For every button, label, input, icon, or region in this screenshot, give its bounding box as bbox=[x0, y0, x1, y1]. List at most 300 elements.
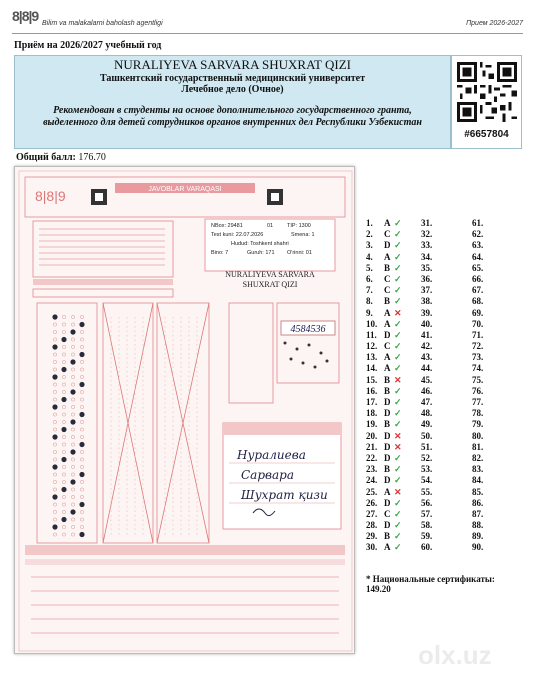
bubble bbox=[79, 502, 84, 507]
answer-row bbox=[472, 285, 527, 296]
bubble bbox=[71, 353, 74, 356]
answer-letter: B bbox=[384, 296, 391, 307]
answers-col-2 bbox=[421, 218, 476, 554]
bubble bbox=[62, 390, 65, 393]
bubble bbox=[71, 338, 74, 341]
answer-letter: C bbox=[384, 341, 391, 352]
answer-row bbox=[421, 475, 476, 486]
bubble bbox=[70, 509, 75, 514]
answer-number: 8. bbox=[366, 296, 373, 307]
answer-number: 24. bbox=[366, 475, 378, 486]
answer-row bbox=[472, 375, 527, 386]
answer-number: 49. bbox=[421, 419, 433, 430]
answer-number: 21. bbox=[366, 441, 378, 452]
bubble bbox=[70, 359, 75, 364]
agency-logo: 8|8|9 bbox=[12, 8, 39, 24]
answer-row bbox=[421, 520, 476, 531]
bubble bbox=[53, 353, 56, 356]
bubble bbox=[53, 338, 56, 341]
answer-number: 37. bbox=[421, 285, 433, 296]
check-icon: ✓ bbox=[394, 464, 402, 475]
answer-row bbox=[366, 531, 421, 542]
bubble bbox=[61, 427, 66, 432]
answer-number: 2. bbox=[366, 229, 373, 240]
bubble bbox=[53, 390, 56, 393]
bubble bbox=[71, 405, 74, 408]
bubble bbox=[71, 413, 74, 416]
answer-row bbox=[472, 498, 527, 509]
bubble bbox=[62, 450, 65, 453]
bubble bbox=[62, 375, 65, 378]
answer-number: 36. bbox=[421, 273, 433, 284]
bubble bbox=[61, 457, 66, 462]
answer-number: 23. bbox=[366, 464, 378, 475]
answer-row bbox=[472, 308, 527, 319]
answer-row bbox=[421, 363, 476, 374]
bubble bbox=[52, 464, 57, 469]
bubble bbox=[80, 398, 83, 401]
answer-number: 50. bbox=[421, 430, 433, 441]
bubble bbox=[62, 525, 65, 528]
answer-number: 41. bbox=[421, 329, 433, 340]
answer-number: 33. bbox=[421, 240, 433, 251]
admission-banner bbox=[14, 55, 451, 149]
bubble bbox=[53, 360, 56, 363]
recommendation-text: Рекомендован в студенты на основе дополнительного государственного гранта, выделенного для детей сотрудников органов внутренних дел Республики Узбекистан bbox=[43, 105, 422, 128]
check-icon: ✓ bbox=[394, 240, 402, 251]
student-name: NURALIYEVA SARVARA SHUXRAT QIZI bbox=[114, 57, 351, 72]
answer-number: 75. bbox=[472, 374, 484, 385]
bubble bbox=[79, 412, 84, 417]
bubble bbox=[61, 367, 66, 372]
bubble bbox=[62, 473, 65, 476]
answer-number: 77. bbox=[472, 397, 484, 407]
answer-sheet-image bbox=[14, 166, 355, 654]
answer-row bbox=[472, 218, 527, 229]
answer-row bbox=[366, 408, 421, 419]
answer-number: 69. bbox=[472, 307, 484, 318]
answer-number: 86. bbox=[472, 497, 484, 508]
filled-bubbles bbox=[52, 314, 84, 537]
bubble bbox=[52, 434, 57, 439]
check-icon: ✓ bbox=[394, 508, 402, 519]
answer-row bbox=[472, 341, 527, 352]
answer-row bbox=[472, 408, 527, 419]
sheet-bino: Bino: 7 bbox=[211, 250, 229, 256]
answer-number: 18. bbox=[366, 408, 378, 419]
answer-number: 1. bbox=[366, 218, 373, 228]
answer-row bbox=[366, 218, 421, 229]
answer-row bbox=[366, 319, 421, 330]
answer-number: 28. bbox=[366, 520, 378, 531]
answer-row bbox=[472, 229, 527, 240]
answer-number: 14. bbox=[366, 363, 378, 374]
answer-number: 40. bbox=[421, 318, 433, 329]
answer-letter: A bbox=[384, 251, 391, 262]
answer-row bbox=[366, 296, 421, 307]
signature-line-2: Сарвара bbox=[241, 468, 294, 482]
answer-row bbox=[421, 229, 476, 240]
answer-row bbox=[366, 252, 421, 263]
bubble bbox=[71, 368, 74, 371]
answer-row bbox=[421, 509, 476, 520]
answer-number: 20. bbox=[366, 430, 378, 441]
national-certificates bbox=[366, 574, 495, 595]
answer-number: 32. bbox=[421, 229, 433, 240]
check-icon: ✓ bbox=[394, 262, 402, 273]
answer-row bbox=[472, 542, 527, 553]
answer-letter: D bbox=[384, 430, 391, 441]
bubble bbox=[52, 344, 57, 349]
bubble bbox=[71, 465, 74, 468]
answer-row bbox=[366, 375, 421, 386]
answer-row bbox=[421, 397, 476, 408]
bubble bbox=[61, 487, 66, 492]
bubble bbox=[80, 368, 83, 371]
answer-row bbox=[421, 352, 476, 363]
check-icon: ✓ bbox=[394, 542, 402, 553]
sheet-smena: Smena: 1 bbox=[291, 232, 315, 238]
answer-number: 78. bbox=[472, 408, 484, 419]
answer-number: 73. bbox=[472, 352, 484, 363]
answer-row bbox=[366, 285, 421, 296]
answer-number: 38. bbox=[421, 296, 433, 307]
bubble bbox=[53, 458, 56, 461]
answer-number: 5. bbox=[366, 262, 373, 273]
answer-row bbox=[421, 218, 476, 229]
answer-row bbox=[421, 386, 476, 397]
answer-letter: B bbox=[384, 385, 391, 396]
bubble bbox=[53, 533, 56, 536]
bubble bbox=[71, 315, 74, 318]
answer-row bbox=[366, 498, 421, 509]
answer-number: 44. bbox=[421, 363, 433, 374]
answer-row bbox=[472, 475, 527, 486]
bubble bbox=[80, 450, 83, 453]
answer-number: 26. bbox=[366, 497, 378, 508]
bubble bbox=[53, 480, 56, 483]
bubble bbox=[53, 510, 56, 513]
bubble bbox=[53, 420, 56, 423]
answer-number: 83. bbox=[472, 464, 484, 475]
answer-number: 31. bbox=[421, 218, 433, 228]
bubble bbox=[71, 345, 74, 348]
answer-letter: B bbox=[384, 262, 391, 273]
check-icon: ✓ bbox=[394, 229, 402, 240]
bubble bbox=[53, 398, 56, 401]
answer-row bbox=[366, 475, 421, 486]
check-icon: ✓ bbox=[394, 341, 402, 352]
bubble bbox=[70, 449, 75, 454]
answer-number: 52. bbox=[421, 452, 433, 463]
answer-row bbox=[421, 274, 476, 285]
bubble bbox=[80, 435, 83, 438]
check-icon: ✓ bbox=[394, 318, 402, 329]
answer-row bbox=[421, 375, 476, 386]
answer-row bbox=[366, 542, 421, 553]
bubble bbox=[53, 368, 56, 371]
answer-number: 27. bbox=[366, 508, 378, 519]
answer-row bbox=[472, 464, 527, 475]
bubble bbox=[80, 518, 83, 521]
bubble bbox=[80, 420, 83, 423]
answer-number: 57. bbox=[421, 508, 433, 519]
answer-number: 81. bbox=[472, 441, 484, 452]
top-bar bbox=[12, 6, 523, 34]
answer-row bbox=[472, 363, 527, 374]
sheet-hudud: Hudud: Toshkent shahri bbox=[231, 241, 289, 247]
answer-number: 45. bbox=[421, 374, 433, 385]
answer-letter: D bbox=[384, 329, 391, 340]
answer-row bbox=[366, 397, 421, 408]
answer-number: 29. bbox=[366, 531, 378, 542]
answer-row bbox=[421, 341, 476, 352]
signature-line-1: Нуралиева bbox=[237, 448, 306, 462]
answer-row bbox=[472, 520, 527, 531]
answer-number: 43. bbox=[421, 352, 433, 363]
bubble bbox=[80, 390, 83, 393]
answer-row bbox=[472, 419, 527, 430]
answer-row bbox=[472, 252, 527, 263]
top-label: Прием 2026-2027 bbox=[466, 20, 523, 27]
bubble bbox=[62, 480, 65, 483]
answer-row bbox=[366, 509, 421, 520]
bubble bbox=[80, 480, 83, 483]
answer-row bbox=[421, 487, 476, 498]
bubble bbox=[71, 473, 74, 476]
answer-number: 76. bbox=[472, 385, 484, 396]
answer-number: 12. bbox=[366, 341, 378, 352]
signature-line-3: Шухрат қизи bbox=[241, 488, 328, 502]
answer-row bbox=[366, 419, 421, 430]
bubble bbox=[62, 465, 65, 468]
answer-row bbox=[421, 442, 476, 453]
answer-row bbox=[472, 431, 527, 442]
answer-number: 60. bbox=[421, 542, 433, 553]
answer-row bbox=[472, 509, 527, 520]
answer-number: 53. bbox=[421, 464, 433, 475]
answer-row bbox=[421, 542, 476, 553]
answer-row bbox=[472, 296, 527, 307]
bubble bbox=[53, 443, 56, 446]
answer-row bbox=[421, 431, 476, 442]
bubble bbox=[71, 533, 74, 536]
answer-number: 64. bbox=[472, 251, 484, 262]
answer-letter: A bbox=[384, 307, 391, 318]
bubble bbox=[61, 337, 66, 342]
bubble bbox=[79, 532, 84, 537]
answer-number: 34. bbox=[421, 251, 433, 262]
bubble bbox=[53, 330, 56, 333]
answer-row bbox=[472, 487, 527, 498]
bubble bbox=[80, 458, 83, 461]
answer-number: 35. bbox=[421, 262, 433, 273]
check-icon: ✓ bbox=[394, 520, 402, 531]
answer-letter: C bbox=[384, 508, 391, 519]
bubble bbox=[62, 510, 65, 513]
sheet-logo: 8|8|9 bbox=[35, 188, 66, 204]
sheet-test-date: Test kuni: 22.07.2026 bbox=[211, 232, 264, 238]
answer-number: 88. bbox=[472, 520, 484, 531]
answers-col-1 bbox=[366, 218, 421, 554]
bubble bbox=[71, 428, 74, 431]
answer-letter: D bbox=[384, 408, 391, 419]
bubble bbox=[52, 314, 57, 319]
answer-row bbox=[366, 240, 421, 251]
bubble bbox=[71, 458, 74, 461]
bubble bbox=[62, 443, 65, 446]
bubble bbox=[71, 525, 74, 528]
answer-letter: A bbox=[384, 363, 391, 374]
bubble bbox=[70, 419, 75, 424]
bubble bbox=[80, 510, 83, 513]
answer-number: 13. bbox=[366, 352, 378, 363]
answer-number: 19. bbox=[366, 419, 378, 430]
sheet-student-name-2: SHUXRAT QIZI bbox=[242, 280, 298, 289]
sheet-nbox-n: 01 bbox=[267, 223, 274, 229]
answer-row bbox=[421, 240, 476, 251]
answer-number: 16. bbox=[366, 385, 378, 396]
bubble bbox=[80, 405, 83, 408]
answer-number: 46. bbox=[421, 385, 433, 396]
bubble bbox=[62, 345, 65, 348]
answer-row bbox=[421, 498, 476, 509]
answer-row bbox=[421, 531, 476, 542]
answer-number: 68. bbox=[472, 296, 484, 307]
bubble bbox=[61, 517, 66, 522]
bubble bbox=[71, 443, 74, 446]
answer-number: 90. bbox=[472, 542, 484, 553]
bubble bbox=[71, 435, 74, 438]
answer-number: 22. bbox=[366, 452, 378, 463]
total-score-value: 176.70 bbox=[78, 152, 106, 163]
answer-row bbox=[366, 442, 421, 453]
answer-number: 82. bbox=[472, 452, 484, 463]
answer-row bbox=[366, 308, 421, 319]
intake-title: Приём на 2026/2027 учебный год bbox=[14, 40, 162, 51]
bubble bbox=[71, 495, 74, 498]
answer-row bbox=[472, 274, 527, 285]
answer-number: 9. bbox=[366, 307, 373, 318]
answer-row bbox=[366, 431, 421, 442]
certificates-label: * Национальные сертификаты: bbox=[366, 574, 495, 584]
answer-letter: C bbox=[384, 273, 391, 284]
bubble bbox=[53, 518, 56, 521]
answer-number: 70. bbox=[472, 318, 484, 329]
answer-letter: D bbox=[384, 520, 391, 531]
answer-number: 87. bbox=[472, 508, 484, 519]
bubble bbox=[61, 397, 66, 402]
bubble bbox=[80, 428, 83, 431]
bubble bbox=[52, 524, 57, 529]
answer-number: 79. bbox=[472, 419, 484, 430]
answer-row bbox=[472, 352, 527, 363]
answer-number: 11. bbox=[366, 329, 377, 340]
check-icon: ✓ bbox=[394, 296, 402, 307]
bubble bbox=[71, 518, 74, 521]
qr-code-icon bbox=[457, 62, 517, 122]
answer-number: 39. bbox=[421, 307, 433, 318]
bubble bbox=[79, 322, 84, 327]
answer-row bbox=[366, 274, 421, 285]
answer-number: 59. bbox=[421, 531, 433, 542]
bubble bbox=[53, 413, 56, 416]
answer-letter: B bbox=[384, 531, 391, 542]
answer-number: 74. bbox=[472, 363, 484, 374]
answer-row bbox=[421, 330, 476, 341]
check-icon: ✓ bbox=[394, 419, 402, 430]
bubble bbox=[53, 383, 56, 386]
answer-row bbox=[421, 319, 476, 330]
answer-row bbox=[472, 330, 527, 341]
answer-letter: B bbox=[384, 374, 391, 385]
answer-letter: C bbox=[384, 229, 391, 240]
bubble bbox=[62, 413, 65, 416]
answer-number: 66. bbox=[472, 273, 484, 284]
answer-letter: A bbox=[384, 352, 391, 363]
answer-row bbox=[421, 453, 476, 464]
bubble bbox=[53, 428, 56, 431]
bubble bbox=[53, 488, 56, 491]
bubble bbox=[62, 323, 65, 326]
answer-row bbox=[366, 487, 421, 498]
answer-number: 85. bbox=[472, 486, 484, 497]
answer-number: 47. bbox=[421, 397, 433, 407]
check-icon: ✓ bbox=[394, 285, 402, 296]
answer-letter: A bbox=[384, 318, 391, 329]
bubble bbox=[53, 503, 56, 506]
answer-number: 62. bbox=[472, 229, 484, 240]
check-icon: ✓ bbox=[394, 452, 402, 463]
check-icon: ✓ bbox=[394, 497, 402, 508]
total-score-label: Общий балл: bbox=[16, 152, 76, 163]
answer-letter: A bbox=[384, 486, 391, 497]
answer-row bbox=[421, 252, 476, 263]
answer-letter: D bbox=[384, 397, 391, 407]
qr-box bbox=[451, 55, 522, 149]
answer-row bbox=[472, 263, 527, 274]
bubble bbox=[70, 329, 75, 334]
answer-number: 61. bbox=[472, 218, 484, 228]
answer-row bbox=[421, 308, 476, 319]
total-score bbox=[16, 152, 106, 163]
bubble bbox=[62, 435, 65, 438]
answer-number: 17. bbox=[366, 397, 378, 407]
bubble bbox=[62, 330, 65, 333]
answer-letter: D bbox=[384, 475, 391, 486]
sheet-title: JAVOBLAR VARAQASI bbox=[148, 186, 222, 193]
answer-number: 54. bbox=[421, 475, 433, 486]
cross-icon: ✕ bbox=[394, 441, 402, 452]
bubble bbox=[62, 420, 65, 423]
sheet-orin: O'rinni: 01 bbox=[287, 250, 312, 256]
bubble bbox=[71, 323, 74, 326]
answer-number: 30. bbox=[366, 542, 378, 553]
bubble bbox=[62, 533, 65, 536]
answer-row bbox=[366, 330, 421, 341]
answer-letter: A bbox=[384, 218, 391, 228]
university-name: Ташкентский государственный медицинский университет bbox=[99, 73, 366, 84]
answer-letter: B bbox=[384, 419, 391, 430]
answer-row bbox=[472, 442, 527, 453]
answer-number: 15. bbox=[366, 374, 378, 385]
answer-letter: B bbox=[384, 464, 391, 475]
answer-letter: D bbox=[384, 452, 391, 463]
answer-sheet-drawing bbox=[15, 167, 355, 654]
answer-row bbox=[366, 386, 421, 397]
answer-number: 58. bbox=[421, 520, 433, 531]
answer-number: 56. bbox=[421, 497, 433, 508]
